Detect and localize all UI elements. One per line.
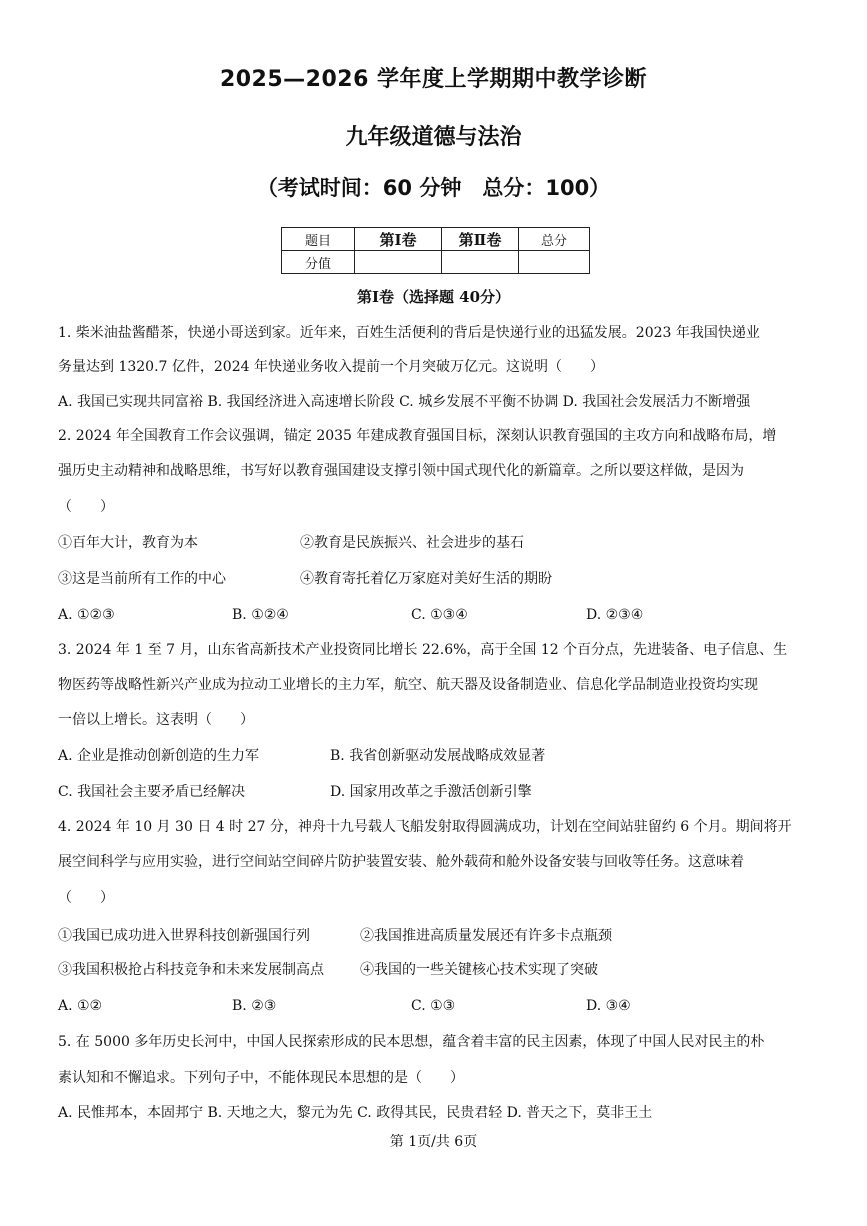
section-title: 第Ⅰ卷（选择题 40分） bbox=[356, 288, 511, 306]
score-cell[interactable] bbox=[355, 251, 442, 274]
question-2-text: （ ） bbox=[58, 499, 114, 515]
question-2-item: ③这是当前所有工作的中心 bbox=[58, 571, 226, 587]
question-2-item: ①百年大计，教育为本 bbox=[58, 535, 198, 551]
question-3-text: 3. 2024 年 1 至 7 月，山东省高新技术产业投资同比增长 22.6%，高于全国 12 个百分点，先进装备、电子信息、生 bbox=[58, 642, 788, 658]
question-2-item: ②教育是民族振兴、社会进步的基石 bbox=[300, 535, 524, 551]
question-3-option-c[interactable]: C. 我国社会主要矛盾已经解决 bbox=[58, 784, 246, 800]
question-1-text: 1. 柴米油盐酱醋茶，快递小哥送到家。近年来，百姓生活便利的背后是快递行业的迅猛发展。2023 年我国快递业 bbox=[58, 325, 760, 341]
question-4-text: （ ） bbox=[58, 890, 114, 906]
question-3-option-b[interactable]: B. 我省创新驱动发展战略成效显著 bbox=[330, 748, 546, 764]
question-4-item: ②我国推进高质量发展还有许多卡点瓶颈 bbox=[360, 928, 612, 944]
score-cell[interactable] bbox=[519, 251, 590, 274]
question-4-text: 4. 2024 年 10 月 30 日 4 时 27 分，神舟十九号载人飞船发射取得圆满成功，计划在空间站驻留约 6 个月。期间将开 bbox=[58, 819, 792, 835]
question-5-text: 素认知和不懈追求。下列句子中，不能体现民本思想的是（ ） bbox=[58, 1070, 464, 1086]
question-3-text: 物医药等战略性新兴产业成为拉动工业增长的主力军，航空、航天器及设备制造业、信息化学品制造业投资均实现 bbox=[58, 677, 758, 693]
score-table-header: 第Ⅰ卷 bbox=[355, 228, 442, 251]
score-row-label: 分值 bbox=[282, 251, 355, 274]
question-3-option-d[interactable]: D. 国家用改革之手激活创新引擎 bbox=[330, 784, 532, 800]
exam-info: （考试时间：60 分钟 总分：100） bbox=[256, 176, 611, 200]
question-2-text: 强历史主动精神和战略思维，书写好以教育强国建设支撑引领中国式现代化的新篇章。之所以要这样做，是因为 bbox=[58, 463, 744, 479]
question-4-option-b[interactable]: B. ②③ bbox=[232, 998, 277, 1014]
question-2-option-c[interactable]: C. ①③④ bbox=[411, 607, 468, 623]
page-number: 第 1页/共 6页 bbox=[389, 1134, 478, 1150]
score-table-header: 第Ⅱ卷 bbox=[442, 228, 519, 251]
question-2-option-b[interactable]: B. ①②④ bbox=[232, 607, 289, 623]
question-3-option-a[interactable]: A. 企业是推动创新创造的生力军 bbox=[58, 748, 260, 764]
question-2-item: ④教育寄托着亿万家庭对美好生活的期盼 bbox=[300, 571, 552, 587]
question-4-text: 展空间科学与应用实验，进行空间站空间碎片防护装置安装、舱外载荷和舱外设备安装与回收等任务。这意味着 bbox=[58, 854, 744, 870]
exam-title: 2025—2026 学年度上学期期中教学诊断 bbox=[219, 67, 648, 92]
question-2-option-d[interactable]: D. ②③④ bbox=[586, 607, 644, 623]
question-4-option-d[interactable]: D. ③④ bbox=[586, 998, 631, 1014]
score-cell[interactable] bbox=[442, 251, 519, 274]
question-2-text: 2. 2024 年全国教育工作会议强调，锚定 2035 年建成教育强国目标，深刻认识教育强国的主攻方向和战略布局，增 bbox=[58, 428, 777, 444]
subject-title: 九年级道德与法治 bbox=[345, 125, 522, 150]
question-3-text: 一倍以上增长。这表明（ ） bbox=[58, 712, 254, 728]
score-table bbox=[281, 227, 590, 274]
question-4-item: ③我国积极抢占科技竞争和未来发展制高点 bbox=[58, 962, 324, 978]
question-4-option-a[interactable]: A. ①② bbox=[58, 998, 103, 1014]
question-4-item: ①我国已成功进入世界科技创新强国行列 bbox=[58, 928, 310, 944]
score-table-header: 总分 bbox=[519, 228, 590, 251]
question-1-options: A. 我国已实现共同富裕 B. 我国经济进入高速增长阶段 C. 城乡发展不平衡不协调 D. 我国社会发展活力不断增强 bbox=[58, 394, 751, 410]
question-5-options: A. 民惟邦本，本固邦宁 B. 天地之大，黎元为先 C. 政得其民，民贵君轻 D. 普天之下，莫非王土 bbox=[58, 1105, 653, 1121]
question-2-option-a[interactable]: A. ①②③ bbox=[58, 607, 115, 623]
question-4-option-c[interactable]: C. ①③ bbox=[411, 998, 456, 1014]
question-5-text: 5. 在 5000 多年历史长河中，中国人民探索形成的民本思想，蕴含着丰富的民主因素，体现了中国人民对民主的朴 bbox=[58, 1034, 765, 1050]
question-4-item: ④我国的一些关键核心技术实现了突破 bbox=[360, 962, 598, 978]
question-1-text: 务量达到 1320.7 亿件，2024 年快递业务收入提前一个月突破万亿元。这说明（ ） bbox=[58, 359, 604, 375]
score-table-header: 题目 bbox=[282, 228, 355, 251]
